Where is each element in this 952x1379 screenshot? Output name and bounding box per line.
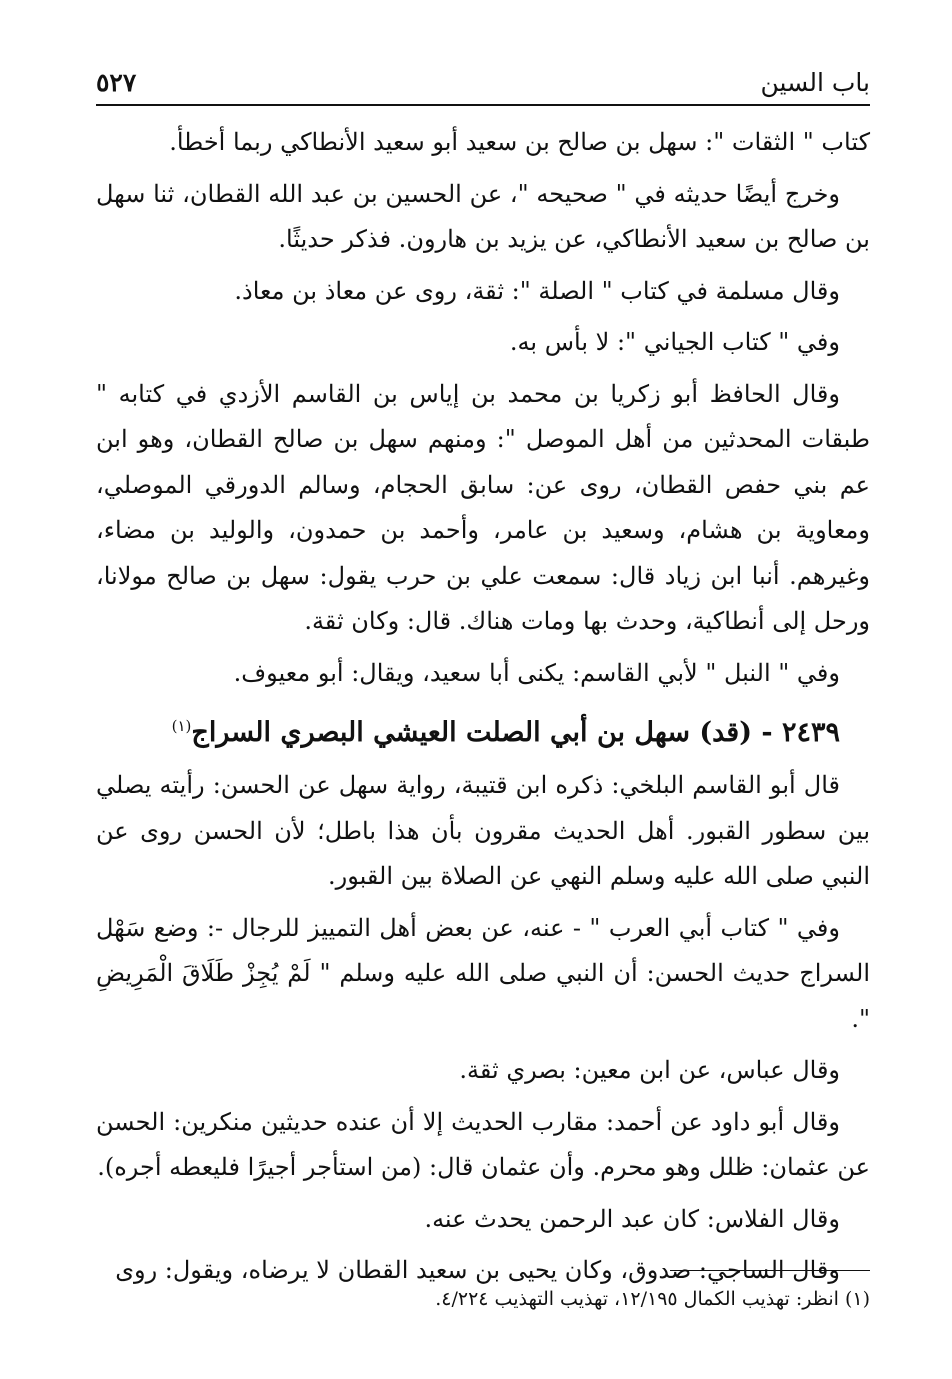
paragraph: وقال الفلاس: كان عبد الرحمن يحدث عنه. <box>424 1204 840 1233</box>
paragraph: كتاب " الثقات ": سهل بن صالح بن سعيد أبو سعيد الأنطاكي ربما أخطأ. <box>169 128 870 156</box>
paragraph: وقال مسلمة في كتاب " الصلة ": ثقة، روى عن معاذ بن معاذ. <box>234 276 840 305</box>
entry-title: - (قد) سهل بن أبي الصلت العيشي البصري السراج <box>191 717 773 748</box>
paragraph: وقال الساجي: صدوق، وكان يحيى بن سعيد القطان لا يرضاه، ويقول: روى <box>115 1256 840 1284</box>
chapter-title: باب السين <box>760 68 870 97</box>
document-page <box>96 60 870 1310</box>
running-header <box>96 60 870 106</box>
entry-number: ٢٤٣٩ <box>781 717 840 748</box>
paragraph: قال أبو القاسم البلخي: ذكره ابن قتيبة، رواية سهل عن الحسن: رأيته يصلي بين سطور القبور. أهل الحديث مقرون بأن هذا باطل؛ لأن الحسن روى عن النبي صلى الله عليه وسلم النهي عن الصلاة بين القبور. <box>96 771 870 890</box>
page-number: ٥٢٧ <box>96 68 137 97</box>
paragraph: وقال عباس، عن ابن معين: بصري ثقة. <box>459 1056 840 1084</box>
paragraph: وفي " كتاب أبي العرب " - عنه، عن بعض أهل التمييز للرجال -: وضع سَهْل السراج حديث الحسن: أن النبي صلى الله عليه وسلم " لَمْ يُجِزْ طَلَاقَ الْمَرِيضِ ". <box>96 913 870 1033</box>
paragraph: وفي " النبل " لأبي القاسم: يكنى أبا سعيد، ويقال: أبو معيوف. <box>233 658 840 687</box>
paragraph: وقال الحافظ أبو زكريا بن محمد بن إياس بن القاسم الأزدي في كتابه " طبقات المحدثين من أهل الموصل ": ومنهم سهل بن صالح القطان، وهو ابن عم بني حفص القطان، روى عن: سابق الحجام، وسالم الدورقي الموصلي، ومعاوية بن هشام، وسعيد بن عامر، وأحمد بن حمدون، والوليد بن مضاء، وغيرهم. أنبا ابن زياد قال: سمعت علي بن حرب يقول: سهل بن صالح مولانا، ورحل إلى أنطاكية، وحدث بها ومات هناك. قال: وكان ثقة. <box>96 379 870 635</box>
entry-heading <box>96 702 870 757</box>
footnote: (١) انظر: تهذيب الكمال ١٢/١٩٥، تهذيب التهذيب ٤/٢٢٤. <box>435 1288 870 1310</box>
page-body <box>96 120 870 1294</box>
footnote-marker: (١) <box>171 717 192 735</box>
footnote-divider <box>670 1270 870 1271</box>
paragraph: وقال أبو داود عن أحمد: مقارب الحديث إلا أن عنده حديثين منكرين: الحسن عن عثمان: ظلل وهو محرم. وأن عثمان قال: (من استأجر أجيرًا فليعطه أجره). <box>96 1107 870 1181</box>
paragraph: وخرج أيضًا حديثه في " صحيحه "، عن الحسين بن عبد الله القطان، ثنا سهل بن صالح بن سعيد الأنطاكي، عن يزيد بن هارون. فذكر حديثًا. <box>96 179 870 253</box>
paragraph: وفي " كتاب الجياني ": لا بأس به. <box>509 328 840 356</box>
